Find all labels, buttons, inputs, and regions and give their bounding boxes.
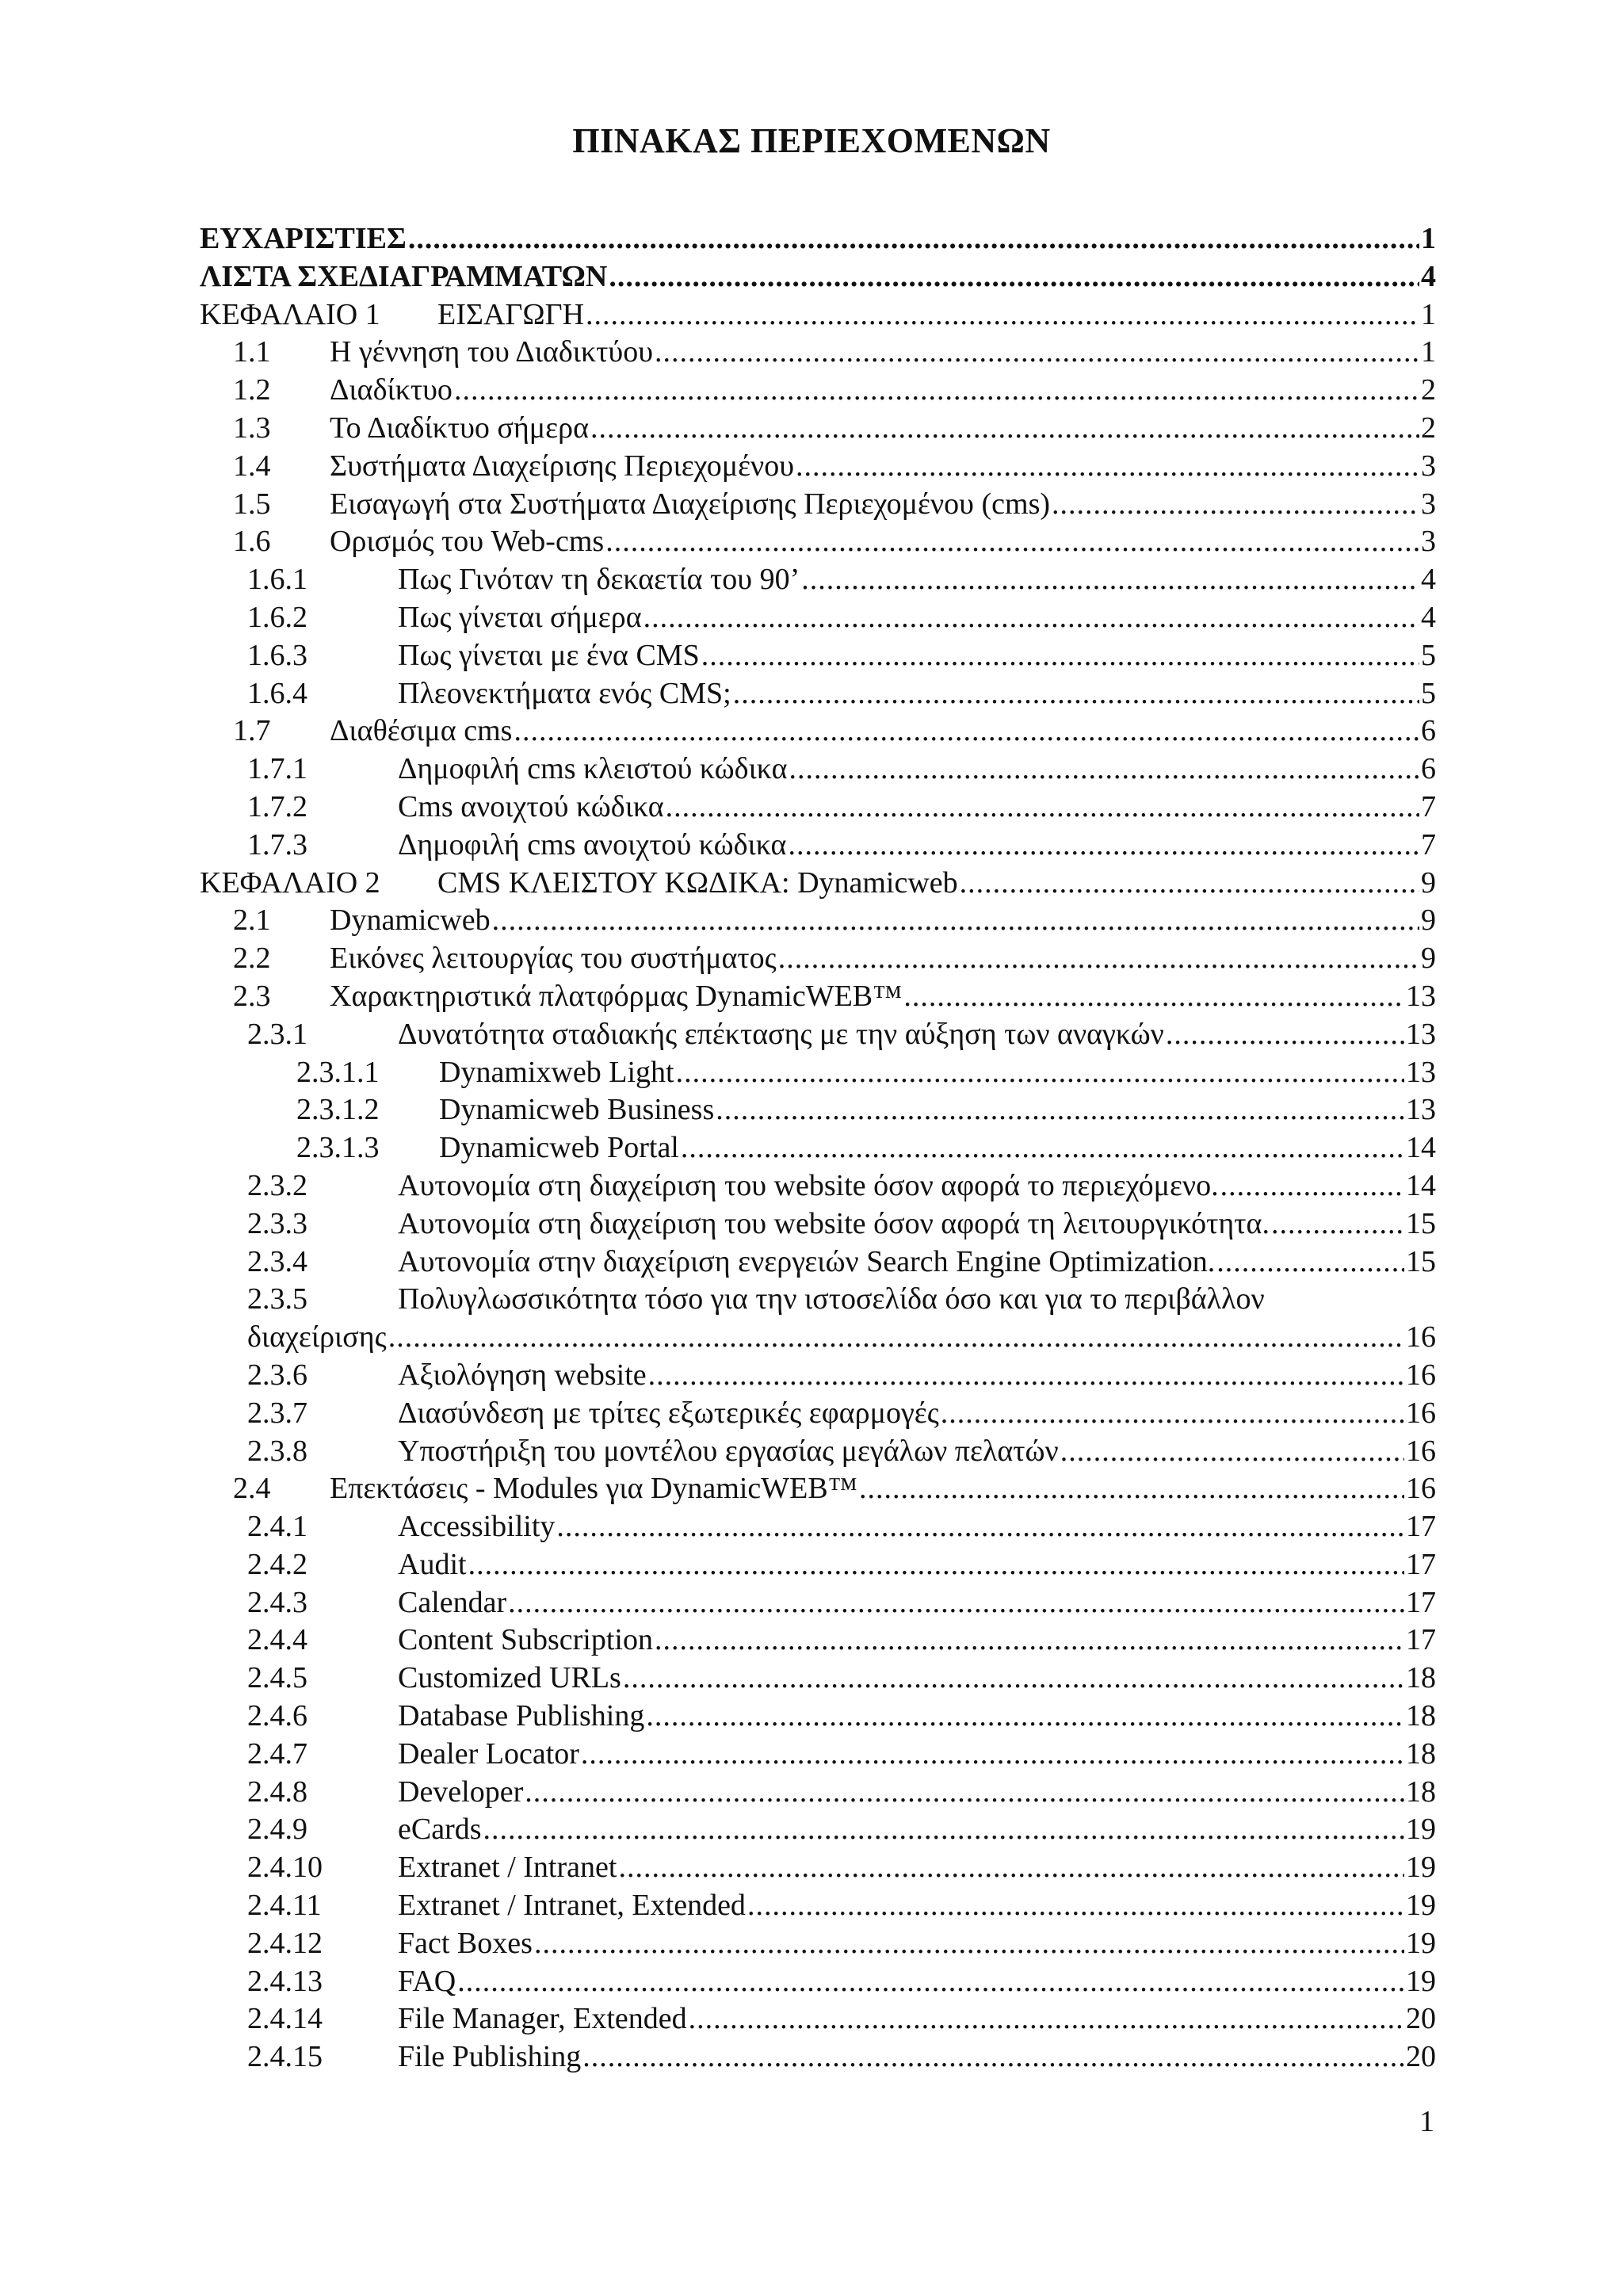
toc-entry-page: 14 <box>1406 1131 1436 1165</box>
toc-entry[interactable] <box>200 448 1436 486</box>
toc-entry-row <box>200 1774 1436 1812</box>
toc-entry-page: 17 <box>1406 1547 1436 1581</box>
toc-entry-row <box>200 637 1436 675</box>
toc-entry-number: 1.7.1 <box>247 752 307 786</box>
toc-entry-label: Αυτονομία στη διαχείριση του website όσον αφορά τη λειτουργικότητα. <box>398 1206 1270 1240</box>
toc-entry-number: 1.7.2 <box>247 789 307 823</box>
toc-entry[interactable] <box>200 1433 1436 1471</box>
toc-entry[interactable] <box>200 1736 1436 1774</box>
toc-entry-label: Διαθέσιμα cms <box>330 714 513 748</box>
toc-dot-leader <box>605 523 1419 561</box>
toc-entry-row <box>200 1698 1436 1736</box>
toc-entry-page: 4 <box>1421 563 1436 597</box>
toc-dot-leader <box>623 1660 1404 1698</box>
toc-entry-label: Εισαγωγή στα Συστήματα Διαχείρισης Περιεχομένου (cms) <box>330 487 1051 521</box>
toc-entry[interactable] <box>200 1660 1436 1698</box>
toc-entry-number: 2.2 <box>233 942 271 976</box>
toc-entry-number: 1.4 <box>233 449 271 483</box>
toc-dot-leader <box>1060 1433 1404 1471</box>
toc-entry-number: 2.3.1.1 <box>296 1055 380 1089</box>
toc-entry[interactable] <box>200 675 1436 713</box>
toc-entry-page: 5 <box>1421 638 1436 672</box>
toc-dot-leader <box>525 1774 1404 1812</box>
toc-entry[interactable] <box>200 978 1436 1016</box>
toc-entry-number: 1.1 <box>233 335 271 369</box>
toc-entry-label: Dynamixweb Light <box>439 1055 674 1089</box>
toc-dot-leader <box>408 220 1419 258</box>
toc-entry-number: 2.4.7 <box>247 1736 307 1771</box>
toc-entry-label: Δημοφιλή cms κλειστού κώδικα <box>398 752 788 786</box>
toc-entry-row <box>200 1925 1436 1963</box>
toc-entry-number: 2.4.10 <box>247 1851 323 1885</box>
toc-entry-number: 2.4.5 <box>247 1661 307 1695</box>
toc-entry[interactable] <box>200 1054 1436 1092</box>
toc-entry-label: Πλεονεκτήματα ενός CMS; <box>398 676 731 710</box>
toc-entry-row <box>200 410 1436 448</box>
toc-entry-page: 16 <box>1406 1434 1436 1468</box>
toc-entry-number: 2.4.1 <box>247 1510 307 1544</box>
toc-entry-label: FAQ <box>398 1964 456 1998</box>
toc-dot-leader <box>655 1622 1404 1660</box>
toc-dot-leader <box>646 1698 1404 1736</box>
toc-entry-row <box>200 1244 1436 1282</box>
toc-entry[interactable] <box>200 1584 1436 1622</box>
toc-entry-page: 16 <box>1406 1396 1436 1430</box>
toc-entry-label: Πως Γινόταν τη δεκαετία του 90’ <box>398 563 800 597</box>
toc-entry-label: Dynamicweb Business <box>439 1093 715 1127</box>
toc-entry-number: 1.6.4 <box>247 676 307 710</box>
toc-dot-leader <box>778 940 1419 978</box>
toc-entry-number: 2.4.11 <box>247 1889 322 1923</box>
toc-entry-page: 7 <box>1421 827 1436 861</box>
toc-dot-leader <box>796 448 1419 486</box>
toc-entry[interactable] <box>200 940 1436 978</box>
toc-dot-leader <box>1216 1244 1404 1282</box>
toc-entry-row <box>200 712 1436 751</box>
toc-entry-row <box>200 1167 1436 1205</box>
toc-entry-label: Η γέννηση του Διαδικτύου <box>330 335 654 369</box>
toc-entry-number: 2.4.15 <box>247 2040 323 2074</box>
toc-dot-leader <box>609 258 1419 296</box>
toc-entry-row <box>200 1433 1436 1471</box>
toc-entry-label: eCards <box>398 1813 482 1847</box>
toc-entry[interactable] <box>200 523 1436 561</box>
toc-entry-label: Πως γίνεται με ένα CMS <box>398 638 700 672</box>
toc-dot-leader <box>582 2038 1404 2076</box>
toc-entry-label: Πως γίνεται σήμερα <box>398 600 642 634</box>
toc-entry-label: Extranet / Intranet <box>398 1851 617 1885</box>
toc-entry-page: 3 <box>1421 525 1436 559</box>
toc-entry-row <box>200 1319 1436 1357</box>
toc-dot-leader <box>586 296 1419 334</box>
toc-entry-row <box>200 599 1436 637</box>
toc-entry-number: ΚΕΦΑΛΑΙΟ 1 <box>200 297 380 331</box>
toc-dot-leader <box>457 1963 1404 2001</box>
toc-entry-number: 2.3.5 <box>247 1282 307 1316</box>
toc-entry-label: Dynamicweb Portal <box>439 1131 679 1165</box>
toc-entry-label: Το Διαδίκτυο σήμερα <box>330 411 589 445</box>
toc-entry[interactable] <box>200 2038 1436 2076</box>
toc-entry-page: 2 <box>1421 411 1436 445</box>
toc-entry-page: 6 <box>1421 752 1436 786</box>
toc-entry-label: Database Publishing <box>398 1699 645 1733</box>
toc-entry-row <box>200 1508 1436 1546</box>
toc-dot-leader <box>492 902 1419 940</box>
toc-entry-page: 17 <box>1406 1623 1436 1657</box>
toc-dot-leader <box>1220 1167 1404 1205</box>
toc-dot-leader <box>789 751 1419 789</box>
toc-entry-number: 1.7 <box>233 714 271 748</box>
toc-dot-leader <box>454 372 1419 410</box>
toc-entry-number: 2.1 <box>233 904 271 938</box>
toc-entry-label: Customized URLs <box>398 1661 621 1695</box>
toc-entry-number: 2.4.3 <box>247 1585 307 1619</box>
toc-dot-leader <box>618 1849 1404 1887</box>
toc-entry-row <box>200 1470 1436 1508</box>
toc-dot-leader <box>514 712 1419 751</box>
toc-dot-leader <box>655 334 1419 372</box>
toc-entry-row <box>200 751 1436 789</box>
toc-entry-page: 16 <box>1406 1320 1436 1354</box>
toc-entry-page: 15 <box>1406 1206 1436 1240</box>
toc-entry-number: 1.6 <box>233 525 271 559</box>
toc-dot-leader <box>701 637 1419 675</box>
toc-entry-page: 18 <box>1406 1699 1436 1733</box>
toc-entry-label: Content Subscription <box>398 1623 653 1657</box>
toc-entry-row <box>200 2038 1436 2076</box>
toc-entry-number: 2.3.1.3 <box>296 1131 380 1165</box>
toc-entry-label: File Publishing <box>398 2040 582 2074</box>
toc-entry-row <box>200 334 1436 372</box>
toc-entry-label: CMS ΚΛΕΙΣΤΟΥ ΚΩΔΙΚΑ: Dynamicweb <box>437 865 958 900</box>
toc-entry[interactable] <box>200 1357 1436 1395</box>
toc-entry[interactable] <box>200 1887 1436 1925</box>
toc-entry-number: 2.4.14 <box>247 2002 323 2036</box>
toc-entry-row <box>200 1091 1436 1129</box>
toc-entry-label: Δυνατότητα σταδιακής επέκτασης με την αύξηση των αναγκών <box>398 1017 1164 1051</box>
toc-entry-label: Πολυγλωσσικότητα τόσο για την ιστοσελίδα όσο και για το περιβάλλον <box>398 1282 1265 1316</box>
toc-entry-number: 1.5 <box>233 487 271 521</box>
toc-entry-page: 13 <box>1406 1055 1436 1089</box>
toc-entry-page: 6 <box>1421 714 1436 748</box>
toc-entry[interactable] <box>200 1129 1436 1167</box>
toc-entry-label: Fact Boxes <box>398 1926 533 1960</box>
toc-entry-number: 2.4.13 <box>247 1964 323 1998</box>
toc-entry[interactable] <box>200 334 1436 372</box>
toc-entry-row <box>200 1205 1436 1244</box>
toc-entry-page: 9 <box>1421 904 1436 938</box>
toc-entry-label: Αξιολόγηση website <box>398 1358 647 1392</box>
toc-entry-row <box>200 1357 1436 1395</box>
toc-entry-label: Cms ανοιχτού κώδικα <box>398 789 664 823</box>
toc-entry-row <box>200 865 1436 903</box>
toc-dot-leader <box>1271 1205 1404 1244</box>
toc-entry-row <box>200 978 1436 1016</box>
toc-entry-row <box>200 1584 1436 1622</box>
toc-dot-leader <box>648 1357 1404 1395</box>
toc-entry-row <box>200 1963 1436 2001</box>
toc-entry-page: 14 <box>1406 1168 1436 1202</box>
toc-entry-row <box>200 1054 1436 1092</box>
toc-dot-leader <box>681 1129 1404 1167</box>
toc-entry-page: 1 <box>1421 297 1436 331</box>
toc-dot-leader <box>676 1054 1404 1092</box>
toc-entry[interactable] <box>200 2000 1436 2038</box>
toc-entry-page: 19 <box>1406 1889 1436 1923</box>
toc-entry-page: 16 <box>1406 1472 1436 1506</box>
toc-entry-number: 1.6.1 <box>247 563 307 597</box>
toc-entry[interactable] <box>200 1244 1436 1282</box>
toc-entry[interactable] <box>200 1016 1436 1054</box>
toc-entry-number: 2.3.1 <box>247 1017 307 1051</box>
toc-dot-leader <box>590 410 1419 448</box>
footer-page-number: 1 <box>1419 2105 1434 2138</box>
toc-entry-label: File Manager, Extended <box>398 2002 687 2036</box>
toc-entry-number: 1.6.2 <box>247 600 307 634</box>
toc-entry-page: 19 <box>1406 1964 1436 1998</box>
toc-entry-number: 2.4.9 <box>247 1813 307 1847</box>
toc-entry-row <box>200 675 1436 713</box>
toc-entry-label: Αυτονομία στην διαχείριση ενεργειών Search Engine Optimization. <box>398 1244 1216 1278</box>
toc-entry-row <box>200 296 1436 334</box>
toc-dot-leader <box>483 1811 1404 1849</box>
toc-entry[interactable] <box>200 561 1436 599</box>
toc-entry-page: 13 <box>1406 1093 1436 1127</box>
toc-dot-leader <box>666 789 1419 827</box>
table-of-contents <box>200 220 1436 2076</box>
toc-dot-leader <box>581 1736 1404 1774</box>
toc-entry[interactable] <box>200 1963 1436 2001</box>
toc-entry-label: Δημοφιλή cms ανοιχτού κώδικα <box>398 827 787 861</box>
toc-entry-number: 1.7.3 <box>247 827 307 861</box>
toc-dot-leader <box>733 675 1419 713</box>
toc-dot-leader <box>801 561 1419 599</box>
toc-entry-number: 2.3.6 <box>247 1358 307 1392</box>
toc-entry[interactable] <box>200 372 1436 410</box>
toc-entry-label: ΕΥΧΑΡΙΣΤΙΕΣ <box>200 222 407 255</box>
toc-entry-label: Συστήματα Διαχείρισης Περιεχομένου <box>330 449 795 483</box>
toc-entry-label: Επεκτάσεις - Modules για DynamicWEB™ <box>330 1472 857 1506</box>
toc-dot-leader <box>903 978 1404 1016</box>
toc-dot-leader <box>859 1470 1404 1508</box>
toc-entry-label: Χαρακτηριστικά πλατφόρμας DynamicWEB™ <box>330 979 903 1013</box>
toc-entry-row <box>200 1811 1436 1849</box>
toc-entry-page: 1 <box>1421 335 1436 369</box>
toc-entry-page: 9 <box>1421 942 1436 976</box>
toc-entry-number: 2.4.12 <box>247 1926 323 1960</box>
toc-entry-page: 4 <box>1421 600 1436 634</box>
toc-entry-row <box>200 220 1436 258</box>
toc-entry-row <box>200 372 1436 410</box>
toc-dot-leader <box>643 599 1419 637</box>
toc-entry-page: 16 <box>1406 1358 1436 1392</box>
toc-entry-label: Developer <box>398 1775 524 1809</box>
toc-entry-page: 9 <box>1421 865 1436 900</box>
toc-entry-page: 17 <box>1406 1585 1436 1619</box>
toc-dot-leader <box>716 1091 1404 1129</box>
toc-entry-label: Διασύνδεση με τρίτες εξωτερικές εφαρμογές <box>398 1396 939 1430</box>
toc-entry-number: 2.4.4 <box>247 1623 307 1657</box>
toc-entry[interactable] <box>200 258 1436 296</box>
toc-entry-row <box>200 1849 1436 1887</box>
toc-entry-label: Διαδίκτυο <box>330 373 453 407</box>
toc-entry-page: 15 <box>1406 1244 1436 1278</box>
toc-entry[interactable] <box>200 1811 1436 1849</box>
toc-entry-label: Ορισμός του Web-cms <box>330 525 605 559</box>
toc-entry-row <box>200 448 1436 486</box>
toc-dot-leader <box>388 1319 1404 1357</box>
toc-entry[interactable] <box>200 1167 1436 1205</box>
toc-entry-label: ΕΙΣΑΓΩΓΗ <box>437 297 585 331</box>
toc-dot-leader <box>468 1546 1404 1584</box>
toc-entry[interactable] <box>200 599 1436 637</box>
toc-entry-page: 7 <box>1421 789 1436 823</box>
toc-entry[interactable] <box>200 1698 1436 1736</box>
toc-dot-leader <box>556 1508 1404 1546</box>
toc-entry-page: 18 <box>1406 1775 1436 1809</box>
toc-dot-leader <box>960 865 1419 903</box>
toc-entry[interactable] <box>200 789 1436 827</box>
toc-entry-page: 1 <box>1421 222 1436 255</box>
toc-entry-page: 2 <box>1421 373 1436 407</box>
toc-entry-number: 1.2 <box>233 373 271 407</box>
toc-entry-label: Extranet / Intranet, Extended <box>398 1889 746 1923</box>
toc-entry-page: 4 <box>1421 259 1436 293</box>
toc-entry-page: 5 <box>1421 676 1436 710</box>
toc-entry[interactable] <box>200 712 1436 751</box>
toc-entry[interactable] <box>200 827 1436 865</box>
toc-entry-label: Accessibility <box>398 1510 556 1544</box>
toc-entry-page: 19 <box>1406 1851 1436 1885</box>
toc-entry[interactable] <box>200 1281 1436 1319</box>
toc-entry-number: 1.3 <box>233 411 271 445</box>
toc-entry-page: 20 <box>1406 2002 1436 2036</box>
toc-entry-label: διαχείρισης <box>247 1320 387 1354</box>
toc-entry[interactable] <box>200 637 1436 675</box>
toc-entry-label: Dynamicweb <box>330 904 491 938</box>
toc-entry-label: Audit <box>398 1547 467 1581</box>
toc-entry-label: Αυτονομία στη διαχείριση του website όσον αφορά το περιεχόμενο. <box>398 1168 1219 1202</box>
toc-entry-page: 13 <box>1406 1017 1436 1051</box>
toc-entry-number: 2.4 <box>233 1472 271 1506</box>
toc-entry[interactable] <box>200 1508 1436 1546</box>
toc-entry-number: 2.3.3 <box>247 1206 307 1240</box>
toc-entry[interactable] <box>200 751 1436 789</box>
toc-entry[interactable] <box>200 1622 1436 1660</box>
toc-entry[interactable] <box>200 1470 1436 1508</box>
toc-entry-number: 2.3.4 <box>247 1244 307 1278</box>
toc-entry-row <box>200 827 1436 865</box>
toc-entry-page: 19 <box>1406 1813 1436 1847</box>
toc-entry-number: 2.4.2 <box>247 1547 307 1581</box>
toc-entry-number: 2.4.8 <box>247 1775 307 1809</box>
toc-entry[interactable] <box>200 1205 1436 1244</box>
toc-dot-leader <box>534 1925 1404 1963</box>
toc-entry-number: 2.3.2 <box>247 1168 307 1202</box>
toc-entry-number: 2.3.1.2 <box>296 1093 380 1127</box>
toc-entry-page: 18 <box>1406 1661 1436 1695</box>
toc-entry-page: 3 <box>1421 449 1436 483</box>
toc-entry[interactable] <box>200 1319 1436 1357</box>
toc-entry[interactable] <box>200 1546 1436 1584</box>
toc-entry[interactable] <box>200 220 1436 258</box>
toc-entry-row <box>200 1281 1436 1319</box>
toc-entry-label: Dealer Locator <box>398 1736 579 1771</box>
toc-entry-number: 2.3.8 <box>247 1434 307 1468</box>
toc-entry[interactable] <box>200 1091 1436 1129</box>
toc-entry-row <box>200 1736 1436 1774</box>
toc-entry-label: Calendar <box>398 1585 507 1619</box>
toc-entry-label: Υποστήριξη του μοντέλου εργασίας μεγάλων πελατών <box>398 1434 1059 1468</box>
toc-entry[interactable] <box>200 1774 1436 1812</box>
toc-entry-row <box>200 1129 1436 1167</box>
toc-entry-label: ΛΙΣΤΑ ΣΧΕΔΙΑΓΡΑΜΜΑΤΩΝ <box>200 259 608 293</box>
toc-entry-page: 17 <box>1406 1510 1436 1544</box>
toc-entry-page: 13 <box>1406 979 1436 1013</box>
toc-entry-row <box>200 486 1436 524</box>
toc-entry-row <box>200 1887 1436 1925</box>
toc-entry-row <box>200 789 1436 827</box>
toc-entry-row <box>200 258 1436 296</box>
toc-entry-number: ΚΕΦΑΛΑΙΟ 2 <box>200 865 380 900</box>
toc-dot-leader <box>747 1887 1404 1925</box>
toc-dot-leader <box>1166 1016 1404 1054</box>
toc-entry-row <box>200 940 1436 978</box>
toc-entry[interactable] <box>200 410 1436 448</box>
toc-entry-row <box>200 561 1436 599</box>
toc-entry-row <box>200 902 1436 940</box>
toc-entry-page: 18 <box>1406 1736 1436 1771</box>
toc-dot-leader <box>689 2000 1404 2038</box>
toc-entry-page: 19 <box>1406 1926 1436 1960</box>
toc-entry-label: Εικόνες λειτουργίας του συστήματος <box>330 942 777 976</box>
toc-entry-row <box>200 1395 1436 1433</box>
toc-entry[interactable] <box>200 1849 1436 1887</box>
toc-entry-number: 2.4.6 <box>247 1699 307 1733</box>
toc-entry[interactable] <box>200 902 1436 940</box>
toc-entry[interactable] <box>200 486 1436 524</box>
toc-entry-row <box>200 1622 1436 1660</box>
toc-dot-leader <box>788 827 1419 865</box>
toc-entry-page: 20 <box>1406 2040 1436 2074</box>
toc-entry[interactable] <box>200 865 1436 903</box>
toc-dot-leader <box>1052 486 1419 524</box>
toc-entry-row <box>200 1660 1436 1698</box>
toc-entry-page: 3 <box>1421 487 1436 521</box>
toc-dot-leader <box>941 1395 1404 1433</box>
toc-entry-row <box>200 1016 1436 1054</box>
page-title: ΠΙΝΑΚΑΣ ΠΕΡΙΕΧΟΜΕΝΩΝ <box>572 121 1051 160</box>
toc-entry[interactable] <box>200 1925 1436 1963</box>
toc-entry-number: 2.3 <box>233 979 271 1013</box>
toc-entry-row <box>200 2000 1436 2038</box>
toc-entry-row <box>200 1546 1436 1584</box>
toc-entry-row <box>200 523 1436 561</box>
toc-entry[interactable] <box>200 1395 1436 1433</box>
toc-entry[interactable] <box>200 296 1436 334</box>
toc-entry-number: 2.3.7 <box>247 1396 307 1430</box>
toc-entry-number: 1.6.3 <box>247 638 307 672</box>
toc-dot-leader <box>508 1584 1404 1622</box>
